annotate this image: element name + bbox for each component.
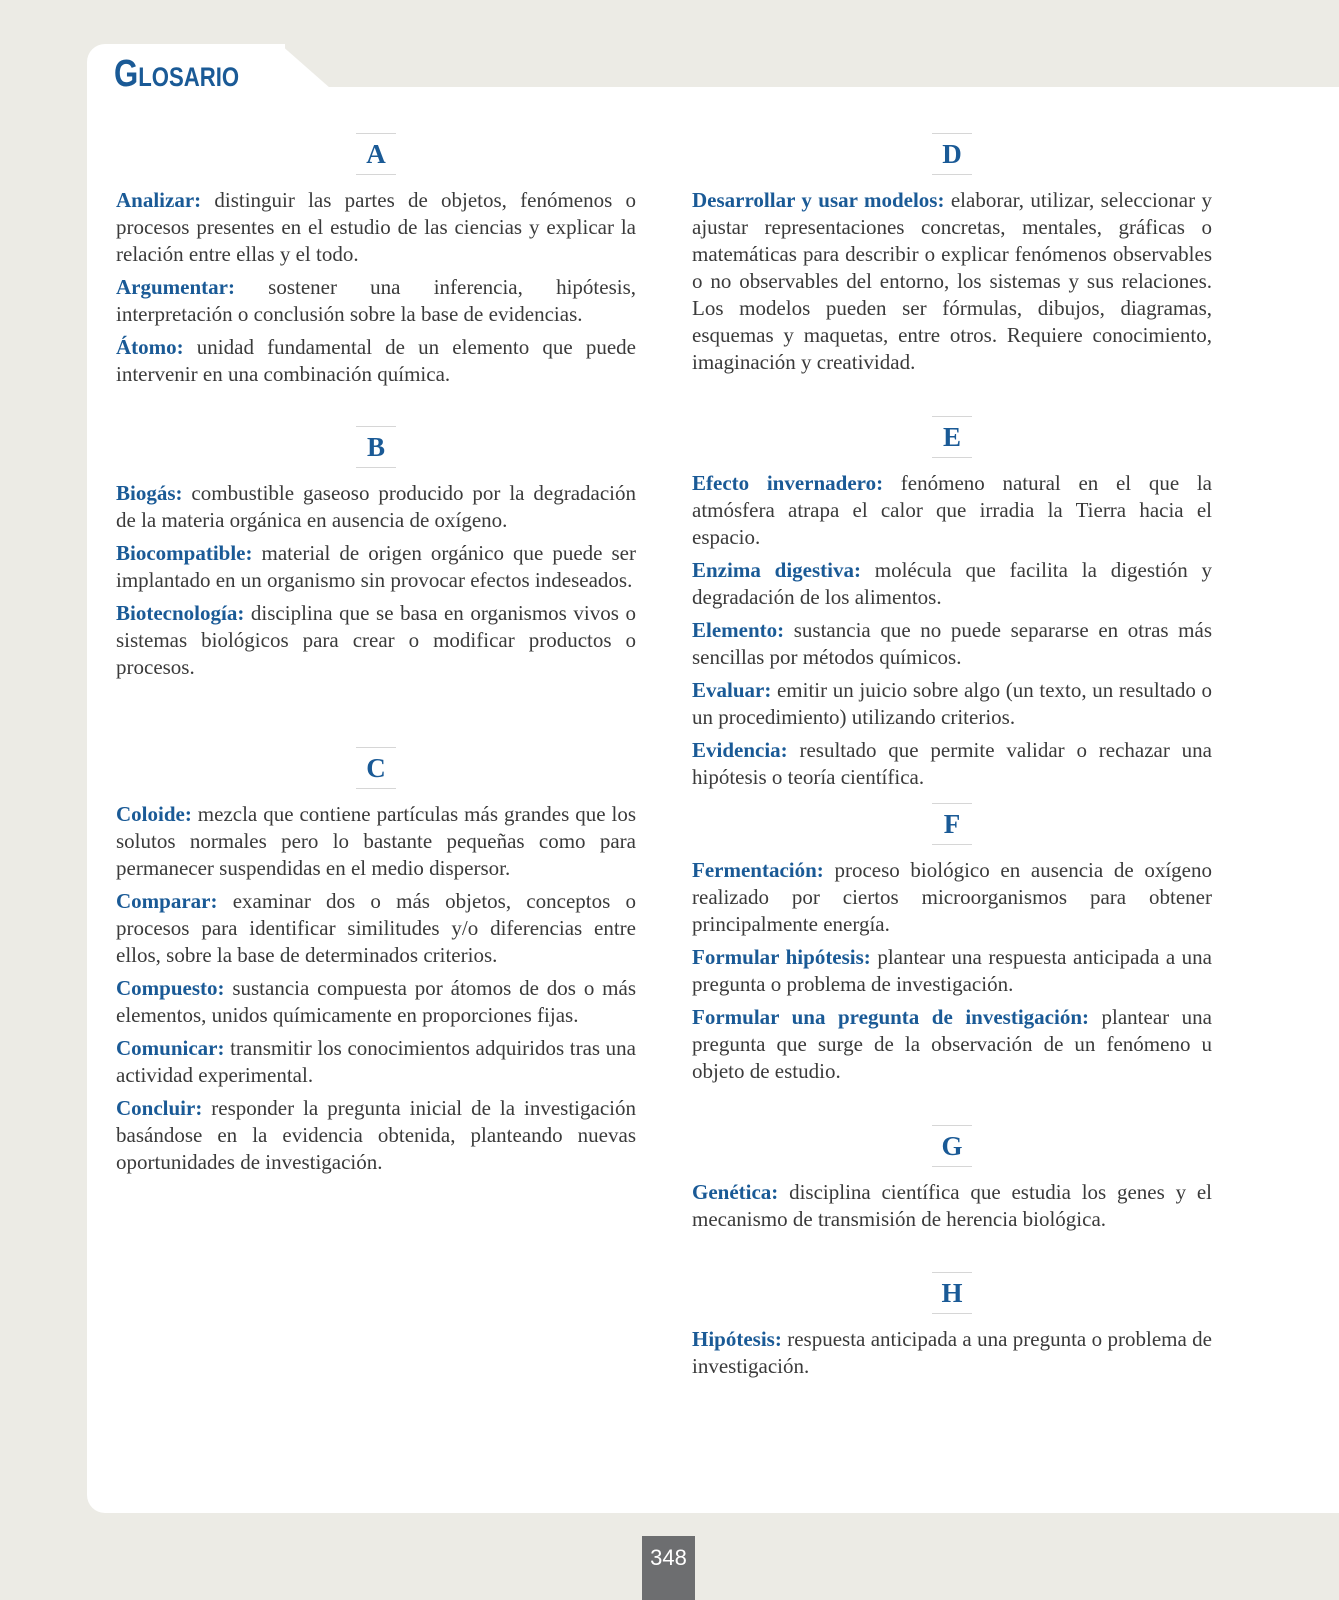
entry-term: Átomo: [116, 335, 184, 359]
glossary-entry [116, 540, 636, 594]
section-c [116, 747, 636, 1182]
glossary-entry [692, 944, 1212, 998]
entry-term: Comunicar: [116, 1036, 225, 1060]
entry-list [692, 1179, 1212, 1233]
entry-term: Elemento: [692, 618, 785, 642]
entry-term: Formular una pregunta de investigación: [692, 1005, 1089, 1029]
section-h [692, 1272, 1212, 1386]
entry-definition: disciplina científica que estudia los genes y el mecanismo de transmisión de herencia biológica. [692, 1180, 1212, 1231]
entry-term: Analizar: [116, 188, 202, 212]
section-letter: D [932, 133, 972, 175]
entry-definition: sustancia compuesta por átomos de dos o más elementos, unidos químicamente en proporciones fijas. [116, 976, 636, 1027]
entry-definition: plantear una pregunta que surge de la observación de un fenómeno u objeto de estudio. [692, 1005, 1212, 1083]
entry-term: Hipótesis: [692, 1327, 782, 1351]
entry-term: Formular hipótesis: [692, 945, 871, 969]
entry-definition: disciplina que se basa en organismos vivos o sistemas biológicos para crear o modificar productos o procesos. [116, 601, 636, 679]
entry-definition: responder la pregunta inicial de la investigación basándose en la evidencia obtenida, planteando nuevas oportunidades de investigación. [116, 1096, 636, 1174]
entry-definition: distinguir las partes de objetos, fenómenos o procesos presentes en el estudio de las ciencias y explicar la relación entre ellas y el todo. [116, 188, 636, 266]
entry-definition: examinar dos o más objetos, conceptos o procesos para identificar similitudes y/o diferencias entre ellos, sobre la base de determinados criterios. [116, 889, 636, 967]
glossary-entry [692, 1326, 1212, 1380]
glossary-entry [692, 1004, 1212, 1085]
glossary-entry [116, 600, 636, 681]
section-letter: B [356, 426, 396, 468]
section-letter: A [356, 133, 396, 175]
entry-term: Desarrollar y usar modelos: [692, 188, 945, 212]
entry-list [116, 801, 636, 1176]
entry-term: Comparar: [116, 889, 218, 913]
entry-definition: mezcla que contiene partículas más grandes que los solutos normales pero lo bastante pequeñas como para permanecer suspendidas en el medio dispersor. [116, 802, 636, 880]
entry-definition: sustancia que no puede separarse en otras más sencillas por métodos químicos. [692, 618, 1212, 669]
entry-definition: plantear una respuesta anticipada a una pregunta o problema de investigación. [692, 945, 1212, 996]
glossary-entry [116, 187, 636, 268]
glossary-entry [116, 334, 636, 388]
section-b [116, 426, 636, 687]
section-letter: H [932, 1272, 972, 1314]
glossary-entry [116, 888, 636, 969]
section-f [692, 803, 1212, 1091]
entry-definition: sostener una inferencia, hipótesis, interpretación o conclusión sobre la base de evidencias. [116, 275, 636, 326]
section-letter: C [356, 747, 396, 789]
entry-term: Coloide: [116, 802, 192, 826]
glossary-entry [116, 801, 636, 882]
entry-term: Fermentación: [692, 858, 824, 882]
entry-definition: material de origen orgánico que puede ser implantado en un organismo sin provocar efectos indeseados. [116, 541, 636, 592]
glossary-entry [116, 1035, 636, 1089]
entry-list [692, 187, 1212, 376]
entry-term: Evaluar: [692, 678, 772, 702]
glossary-entry [692, 737, 1212, 791]
entry-definition: emitir un juicio sobre algo (un texto, un resultado o un procedimiento) utilizando criterios. [692, 678, 1212, 729]
section-a [116, 133, 636, 394]
entry-definition: resultado que permite validar o rechazar una hipótesis o teoría científica. [692, 738, 1212, 789]
entry-term: Biotecnología: [116, 601, 245, 625]
entry-term: Concluir: [116, 1096, 203, 1120]
glossary-entry [692, 677, 1212, 731]
entry-list [116, 187, 636, 388]
entry-term: Biocompatible: [116, 541, 253, 565]
entry-definition: unidad fundamental de un elemento que puede intervenir en una combinación química. [116, 335, 636, 386]
entry-definition: transmitir los conocimientos adquiridos tras una actividad experimental. [116, 1036, 636, 1087]
entry-list [692, 857, 1212, 1085]
glossary-entry [692, 857, 1212, 938]
entry-term: Evidencia: [692, 738, 788, 762]
entry-definition: molécula que facilita la digestión y degradación de los alimentos. [692, 558, 1212, 609]
page-title: Glosario [114, 53, 240, 95]
entry-list [116, 480, 636, 681]
entry-definition: combustible gaseoso producido por la degradación de la materia orgánica en ausencia de oxígeno. [116, 481, 636, 532]
section-d [692, 133, 1212, 382]
entry-list [692, 1326, 1212, 1380]
section-letter: E [932, 416, 972, 458]
glossary-entry [116, 975, 636, 1029]
glossary-entry [116, 480, 636, 534]
glossary-entry [116, 274, 636, 328]
section-letter: F [932, 803, 972, 845]
title-tab-slope [280, 44, 330, 88]
entry-term: Efecto invernadero: [692, 471, 884, 495]
entry-term: Argumentar: [116, 275, 235, 299]
section-e [692, 416, 1212, 797]
glossary-entry [692, 470, 1212, 551]
entry-definition: fenómeno natural en el que la atmósfera atrapa el calor que irradia la Tierra hacia el espacio. [692, 471, 1212, 549]
entry-term: Compuesto: [116, 976, 225, 1000]
glossary-entry [116, 1095, 636, 1176]
page-number: 348 [642, 1536, 695, 1600]
entry-definition: elaborar, utilizar, seleccionar y ajustar representaciones concretas, mentales, gráficas o matemáticas para describir o explicar fenómenos observables o no observables del entorno, los sistemas y sus relaciones. Los modelos pueden ser fórmulas, dibujos, diagramas, esquemas y maquetas, entre otros. Requiere conocimiento, imaginación y creatividad. [692, 188, 1212, 374]
section-letter: G [932, 1125, 972, 1167]
glossary-entry [692, 617, 1212, 671]
glossary-entry [692, 557, 1212, 611]
entry-term: Enzima digestiva: [692, 558, 861, 582]
entry-definition: respuesta anticipada a una pregunta o problema de investigación. [692, 1327, 1212, 1378]
entry-list [692, 470, 1212, 791]
glossary-entry [692, 1179, 1212, 1233]
entry-definition: proceso biológico en ausencia de oxígeno realizado por ciertos microorganismos para obtener principalmente energía. [692, 858, 1212, 936]
glossary-entry [692, 187, 1212, 376]
section-g [692, 1125, 1212, 1239]
entry-term: Biogás: [116, 481, 183, 505]
entry-term: Genética: [692, 1180, 779, 1204]
